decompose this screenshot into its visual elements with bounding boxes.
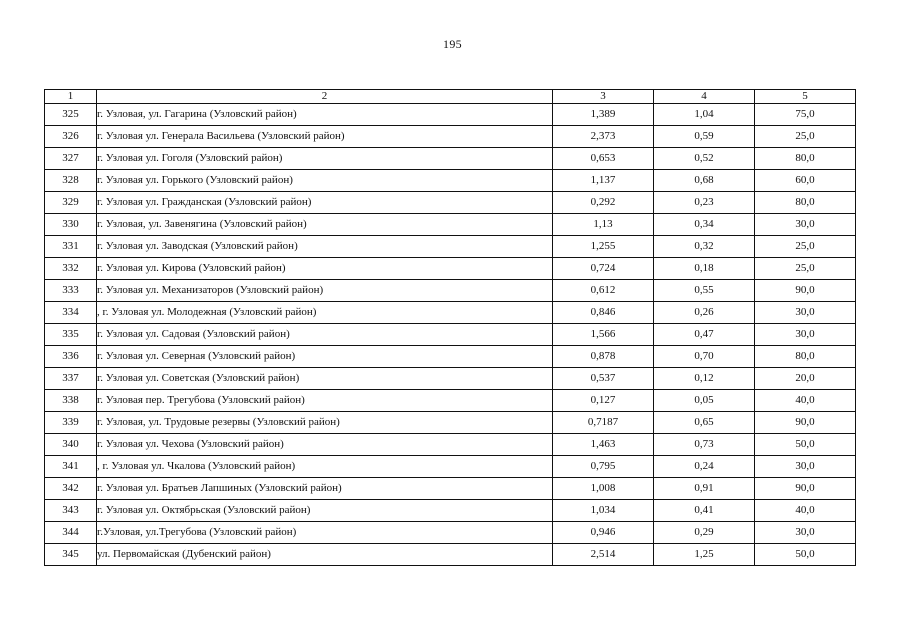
col-4-cell: 0,59 [654, 126, 755, 148]
row-number-cell: 330 [45, 214, 97, 236]
col-4-cell: 0,52 [654, 148, 755, 170]
row-number-cell: 337 [45, 368, 97, 390]
col-3-cell: 0,724 [553, 258, 654, 280]
header-col-3: 3 [553, 90, 654, 104]
col-3-cell: 0,292 [553, 192, 654, 214]
row-number-cell: 342 [45, 478, 97, 500]
col-5-cell: 90,0 [755, 478, 856, 500]
road-name-cell: г. Узловая ул. Гоголя (Узловский район) [97, 148, 553, 170]
road-name-cell: г. Узловая ул. Механизаторов (Узловский район) [97, 280, 553, 302]
col-3-cell: 1,13 [553, 214, 654, 236]
table-row [45, 258, 856, 280]
row-number-cell: 326 [45, 126, 97, 148]
col-5-cell: 80,0 [755, 346, 856, 368]
col-5-cell: 50,0 [755, 434, 856, 456]
table-row [45, 170, 856, 192]
row-number-cell: 336 [45, 346, 97, 368]
col-3-cell: 1,255 [553, 236, 654, 258]
header-col-4: 4 [654, 90, 755, 104]
col-3-cell: 2,373 [553, 126, 654, 148]
row-number-cell: 335 [45, 324, 97, 346]
table-row [45, 390, 856, 412]
road-name-cell: г. Узловая ул. Северная (Узловский район) [97, 346, 553, 368]
row-number-cell: 343 [45, 500, 97, 522]
table-row [45, 104, 856, 126]
col-5-cell: 80,0 [755, 148, 856, 170]
col-4-cell: 0,05 [654, 390, 755, 412]
road-name-cell: г. Узловая, ул. Гагарина (Узловский район) [97, 104, 553, 126]
table-row [45, 148, 856, 170]
road-name-cell: г. Узловая ул. Горького (Узловский район) [97, 170, 553, 192]
col-4-cell: 0,23 [654, 192, 755, 214]
col-4-cell: 0,55 [654, 280, 755, 302]
col-3-cell: 0,795 [553, 456, 654, 478]
road-name-cell: г. Узловая ул. Садовая (Узловский район) [97, 324, 553, 346]
road-name-cell: г. Узловая ул. Советская (Узловский район) [97, 368, 553, 390]
col-3-cell: 1,137 [553, 170, 654, 192]
col-5-cell: 30,0 [755, 302, 856, 324]
table-row [45, 236, 856, 258]
col-5-cell: 90,0 [755, 280, 856, 302]
col-3-cell: 0,946 [553, 522, 654, 544]
col-5-cell: 25,0 [755, 126, 856, 148]
col-4-cell: 0,26 [654, 302, 755, 324]
road-name-cell: г. Узловая ул. Братьев Лапшиных (Узловский район) [97, 478, 553, 500]
row-number-cell: 339 [45, 412, 97, 434]
row-number-cell: 332 [45, 258, 97, 280]
table-row [45, 126, 856, 148]
row-number-cell: 340 [45, 434, 97, 456]
col-3-cell: 1,389 [553, 104, 654, 126]
road-name-cell: г. Узловая ул. Октябрьская (Узловский район) [97, 500, 553, 522]
road-name-cell: г. Узловая ул. Генерала Васильева (Узловский район) [97, 126, 553, 148]
table-row [45, 522, 856, 544]
table-row [45, 214, 856, 236]
col-3-cell: 1,463 [553, 434, 654, 456]
col-5-cell: 30,0 [755, 324, 856, 346]
col-3-cell: 0,537 [553, 368, 654, 390]
table-row [45, 346, 856, 368]
table-row [45, 456, 856, 478]
col-3-cell: 0,846 [553, 302, 654, 324]
page-number: 195 [443, 37, 462, 51]
col-5-cell: 75,0 [755, 104, 856, 126]
col-3-cell: 0,612 [553, 280, 654, 302]
col-3-cell: 1,566 [553, 324, 654, 346]
table-body [45, 104, 856, 566]
col-4-cell: 0,73 [654, 434, 755, 456]
col-3-cell: 1,008 [553, 478, 654, 500]
col-4-cell: 0,32 [654, 236, 755, 258]
table-row [45, 434, 856, 456]
road-name-cell: , г. Узловая ул. Молодежная (Узловский район) [97, 302, 553, 324]
roads-table [44, 89, 856, 566]
col-4-cell: 0,68 [654, 170, 755, 192]
table-row [45, 478, 856, 500]
table-row [45, 280, 856, 302]
col-4-cell: 0,70 [654, 346, 755, 368]
col-5-cell: 90,0 [755, 412, 856, 434]
col-4-cell: 0,18 [654, 258, 755, 280]
col-5-cell: 40,0 [755, 390, 856, 412]
row-number-cell: 345 [45, 544, 97, 566]
row-number-cell: 329 [45, 192, 97, 214]
table-row [45, 324, 856, 346]
road-name-cell: г. Узловая, ул. Завенягина (Узловский район) [97, 214, 553, 236]
road-name-cell: , г. Узловая ул. Чкалова (Узловский район) [97, 456, 553, 478]
row-number-cell: 325 [45, 104, 97, 126]
col-5-cell: 30,0 [755, 522, 856, 544]
table-header [45, 90, 856, 104]
col-5-cell: 30,0 [755, 214, 856, 236]
header-col-2: 2 [97, 90, 553, 104]
row-number-cell: 327 [45, 148, 97, 170]
road-name-cell: г. Узловая ул. Чехова (Узловский район) [97, 434, 553, 456]
road-name-cell: ул. Первомайская (Дубенский район) [97, 544, 553, 566]
col-4-cell: 0,29 [654, 522, 755, 544]
col-3-cell: 1,034 [553, 500, 654, 522]
table-row [45, 192, 856, 214]
row-number-cell: 328 [45, 170, 97, 192]
road-name-cell: г. Узловая, ул. Трудовые резервы (Узловский район) [97, 412, 553, 434]
col-3-cell: 2,514 [553, 544, 654, 566]
col-4-cell: 0,24 [654, 456, 755, 478]
col-5-cell: 30,0 [755, 456, 856, 478]
row-number-cell: 334 [45, 302, 97, 324]
road-name-cell: г. Узловая ул. Заводская (Узловский район) [97, 236, 553, 258]
row-number-cell: 333 [45, 280, 97, 302]
col-5-cell: 60,0 [755, 170, 856, 192]
col-4-cell: 0,34 [654, 214, 755, 236]
row-number-cell: 344 [45, 522, 97, 544]
header-col-1: 1 [45, 90, 97, 104]
col-4-cell: 0,65 [654, 412, 755, 434]
table-row [45, 500, 856, 522]
table-row [45, 302, 856, 324]
header-row [45, 90, 856, 104]
table-row [45, 368, 856, 390]
col-4-cell: 0,41 [654, 500, 755, 522]
road-name-cell: г. Узловая ул. Кирова (Узловский район) [97, 258, 553, 280]
col-3-cell: 0,653 [553, 148, 654, 170]
col-4-cell: 0,12 [654, 368, 755, 390]
row-number-cell: 341 [45, 456, 97, 478]
road-name-cell: г.Узловая, ул.Трегубова (Узловский район) [97, 522, 553, 544]
table-row [45, 544, 856, 566]
col-5-cell: 25,0 [755, 236, 856, 258]
col-5-cell: 20,0 [755, 368, 856, 390]
col-3-cell: 0,878 [553, 346, 654, 368]
header-col-5: 5 [755, 90, 856, 104]
row-number-cell: 331 [45, 236, 97, 258]
col-5-cell: 25,0 [755, 258, 856, 280]
table-row [45, 412, 856, 434]
road-name-cell: г. Узловая ул. Гражданская (Узловский район) [97, 192, 553, 214]
col-4-cell: 1,25 [654, 544, 755, 566]
road-name-cell: г. Узловая пер. Трегубова (Узловский район) [97, 390, 553, 412]
col-3-cell: 0,127 [553, 390, 654, 412]
col-5-cell: 40,0 [755, 500, 856, 522]
col-5-cell: 80,0 [755, 192, 856, 214]
col-4-cell: 1,04 [654, 104, 755, 126]
row-number-cell: 338 [45, 390, 97, 412]
col-4-cell: 0,91 [654, 478, 755, 500]
col-3-cell: 0,7187 [553, 412, 654, 434]
col-4-cell: 0,47 [654, 324, 755, 346]
col-5-cell: 50,0 [755, 544, 856, 566]
